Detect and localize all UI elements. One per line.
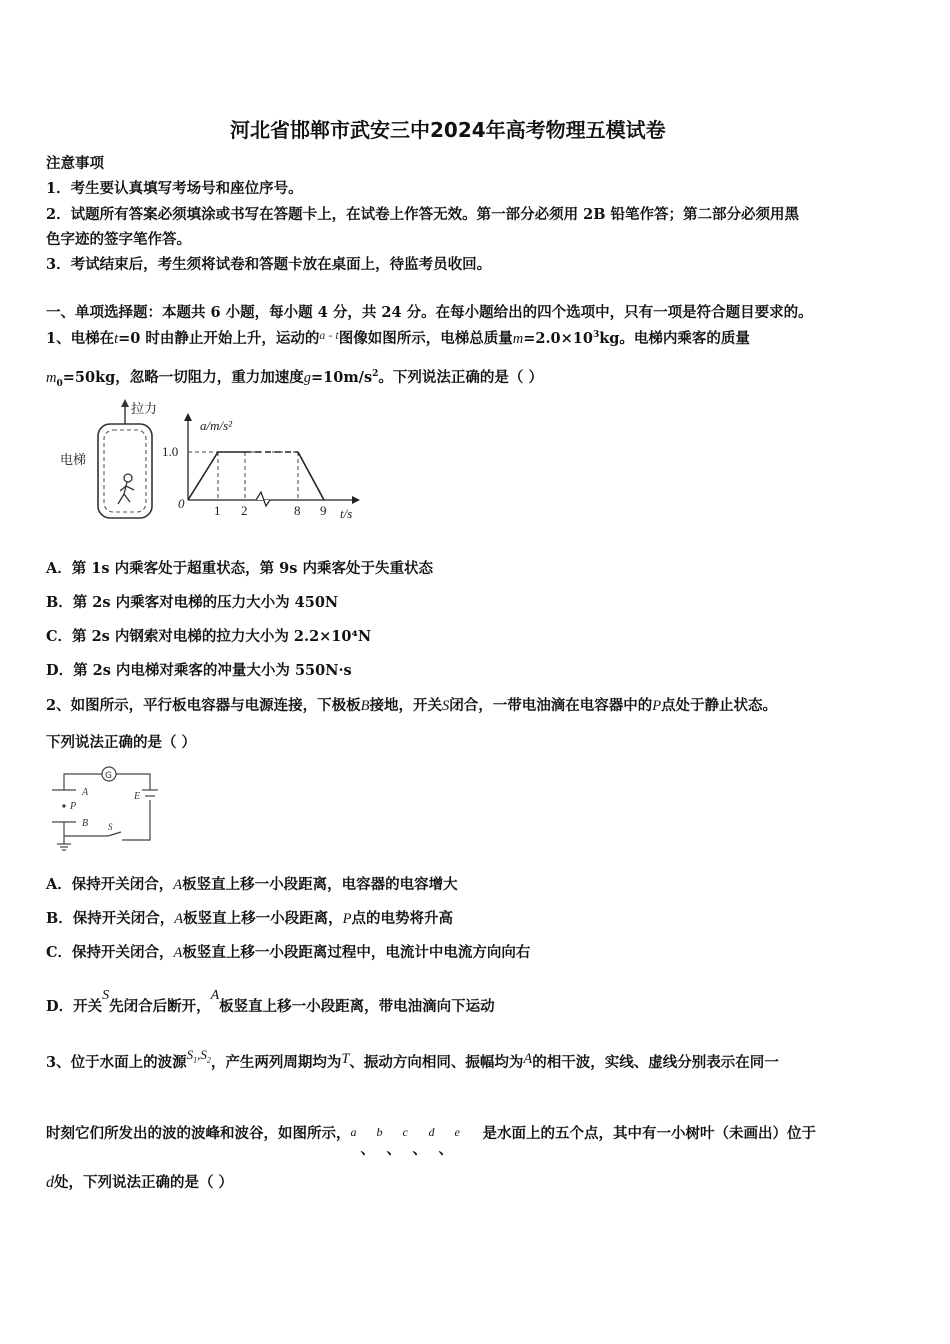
q2-option-c[interactable]: C．保持开关闭合，A板竖直上移一小段距离过程中，电流计中电流方向向右: [46, 944, 531, 961]
q3-stem-line3: d处，下列说法正确的是（ ）: [46, 1174, 234, 1191]
q2-option-d[interactable]: D．开关S先闭合后断开，A板竖直上移一小段距离，带电油滴向下运动: [46, 988, 495, 1015]
page-title: 河北省邯郸市武安三中2024年高考物理五模试卷: [230, 118, 666, 142]
y-tick-label: 1.0: [162, 444, 179, 459]
rope-arrow-icon: [121, 399, 129, 407]
notice-item: 3．考试结束后，考生须将试卷和答题卡放在桌面上，待监考员收回。: [46, 256, 492, 273]
q1-option-c[interactable]: C．第 2s 内钢索对电梯的拉力大小为 2.2×10⁴N: [46, 628, 372, 645]
x-tick-label: 1: [214, 503, 221, 518]
notice-item: 1．考生要认真填写考场号和座位序号。: [46, 180, 303, 197]
battery-label: E: [134, 791, 141, 802]
rope-label: 拉力: [131, 402, 158, 417]
notice-item: 2．试题所有答案必须填涂或书写在答题卡上，在试卷上作答无效。第一部分必须用 2B 铅笔作答；第二部分必须用黑: [46, 206, 800, 223]
origin-label: 0: [178, 496, 185, 511]
q3-stem-line2: 时刻它们所发出的波的波峰和波谷，如图所示， a 、 b 、 c 、 d 、 e 是水面上的五个点，其中有一小树叶（未画出）位于: [46, 1125, 816, 1158]
q2-option-b[interactable]: B．保持开关闭合，A板竖直上移一小段距离，P点的电势将升高: [46, 910, 453, 927]
a-t-curve: [298, 452, 324, 500]
plate-b-label: B: [82, 818, 89, 829]
q1-stem-line1: 1、电梯在t=0 时由静止开始上升，运动的$^{a - t}$图像如图所示，电梯总质量$m=2.0\times 10^3kg$。电梯内乘客的质量: [46, 328, 750, 347]
axis-break-icon: [256, 492, 270, 506]
oil-drop-icon: [62, 804, 65, 807]
point-p-label: P: [70, 801, 77, 812]
q2-stem-line1: 2、如图所示，平行板电容器与电源连接，下极板B接地，开关S闭合，一带电油滴在电容器中的P点处于静止状态。: [46, 697, 778, 714]
elevator-outer: [98, 424, 152, 518]
x-tick-label: 8: [294, 503, 301, 518]
x-tick-label: 9: [320, 503, 327, 518]
plate-a-label: A: [82, 787, 89, 798]
q1-figure: [58, 396, 368, 526]
q2-circuit-figure: [44, 762, 164, 854]
x-tick-label: 2: [241, 503, 248, 518]
wave-sources: $S_1,S_2$: [186, 1047, 211, 1065]
q3-stem-line1: 3、位于水面上的波源$S_1,S_2$，产生两列周期均为T、振动方向相同、振幅均为A的相干波，实线、虚线分别表示在同一: [46, 1047, 779, 1071]
y-axis-label: a/m/s²: [200, 418, 233, 433]
q2-stem-line2: 下列说法正确的是（ ）: [46, 734, 197, 751]
section-heading: 一、单项选择题：本题共 6 小题，每小题 4 分，共 24 分。在每小题给出的四个选项中，只有一项是符合题目要求的。: [46, 304, 813, 321]
notice-item: 色字迹的签字笔作答。: [46, 231, 191, 248]
x-axis-label: t/s: [340, 506, 353, 521]
q1-option-a[interactable]: A．第 1s 内乘客处于超重状态，第 9s 内乘客处于失重状态: [46, 560, 433, 577]
elevator-inner: [104, 430, 146, 512]
passenger-icon: [118, 474, 134, 504]
elevator-label: 电梯: [60, 453, 87, 468]
q1-option-b[interactable]: B．第 2s 内乘客对电梯的压力大小为 450N: [46, 594, 339, 611]
a-t-curve: [188, 452, 245, 500]
y-axis-arrow-icon: [184, 413, 192, 421]
notice-heading: 注意事项: [46, 155, 104, 172]
switch-blade: [108, 832, 121, 836]
x-axis-arrow-icon: [352, 496, 360, 504]
q2-option-a[interactable]: A．保持开关闭合，A板竖直上移一小段距离，电容器的电容增大: [46, 876, 458, 893]
q1-stem-line2: $m_0=50kg$，忽略一切阻力，重力加速度$g=10m/s^2$。下列说法正确的是（ ）: [46, 369, 543, 389]
circuit-wire: [64, 774, 150, 840]
switch-label: S: [108, 822, 113, 832]
galvanometer-label: G: [105, 771, 112, 781]
q1-option-d[interactable]: D．第 2s 内电梯对乘客的冲量大小为 550N·s: [46, 662, 352, 679]
